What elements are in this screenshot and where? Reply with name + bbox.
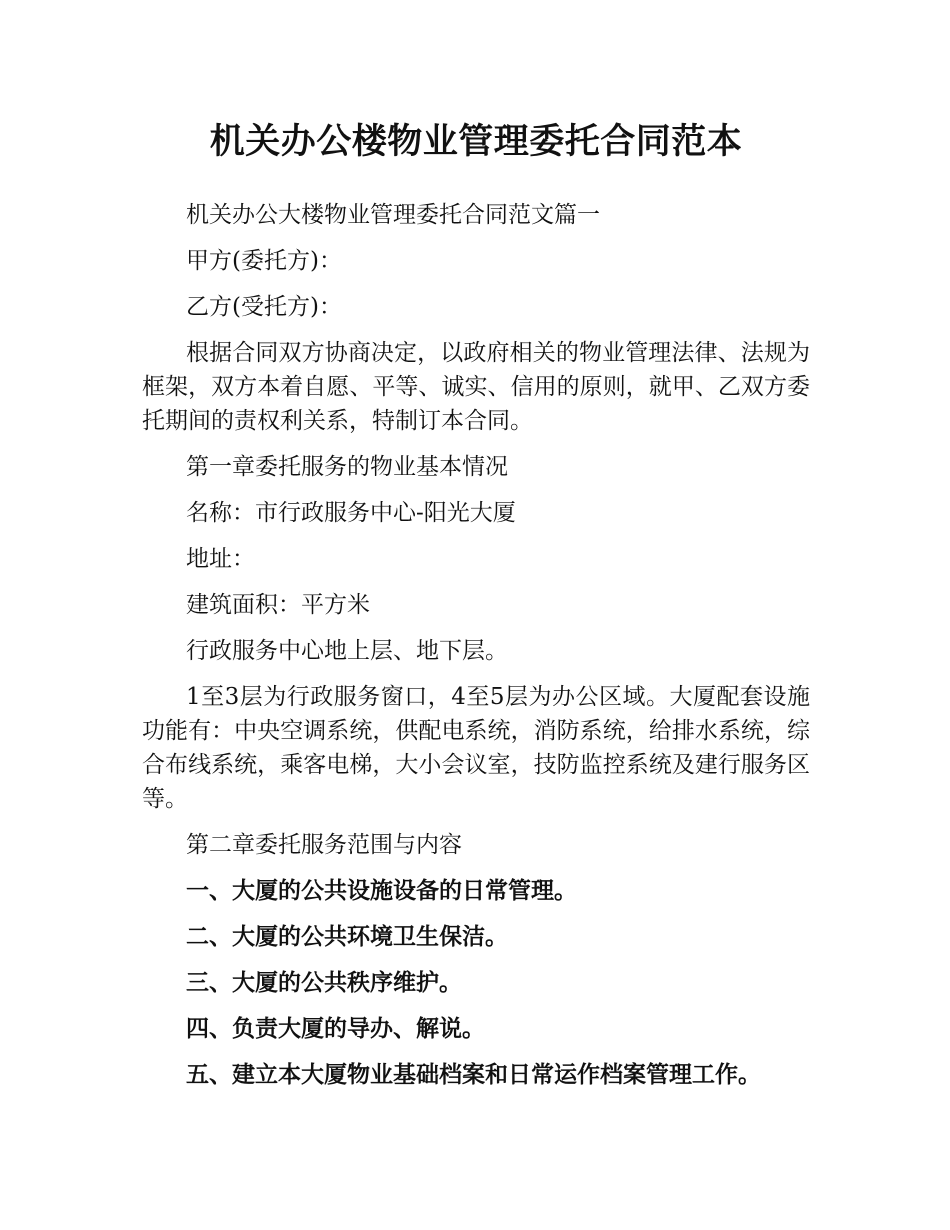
property-address-line: 地址： <box>186 546 255 572</box>
preamble-paragraph: 根据合同双方协商决定，以政府相关的物业管理法律、法规为框架，双方本着自愿、平等、诚实、信用的原则，就甲、乙双方委托期间的责权利关系，特制订本合同。 <box>142 340 810 434</box>
section-heading-version: 机关办公大楼物业管理委托合同范文篇一 <box>186 202 600 228</box>
scope-item-2: 二、大厦的公共环境卫生保洁。 <box>186 924 508 950</box>
scope-item-3: 三、大厦的公共秩序维护。 <box>186 970 462 996</box>
scope-item-4: 四、负责大厦的导办、解说。 <box>186 1016 485 1042</box>
party-a-line: 甲方(委托方)： <box>186 248 342 274</box>
chapter-one-heading: 第一章委托服务的物业基本情况 <box>186 454 508 480</box>
building-area-line: 建筑面积：平方米 <box>186 592 370 618</box>
floors-line: 行政服务中心地上层、地下层。 <box>186 638 508 664</box>
chapter-two-heading: 第二章委托服务范围与内容 <box>186 832 462 858</box>
document-title: 机关办公楼物业管理委托合同范本 <box>209 122 743 162</box>
scope-item-5: 五、建立本大厦物业基础档案和日常运作档案管理工作。 <box>186 1062 761 1088</box>
party-b-line: 乙方(受托方)： <box>186 294 342 320</box>
facilities-paragraph: 1至3层为行政服务窗口，4至5层为办公区域。大厦配套设施功能有：中央空调系统，供配电系统，消防系统，给排水系统，综合布线系统，乘客电梯，大小会议室，技防监控系统及建行服务区等。 <box>142 684 810 812</box>
property-name-line: 名称：市行政服务中心-阳光大厦 <box>186 500 516 526</box>
scope-item-1: 一、大厦的公共设施设备的日常管理。 <box>186 878 577 904</box>
